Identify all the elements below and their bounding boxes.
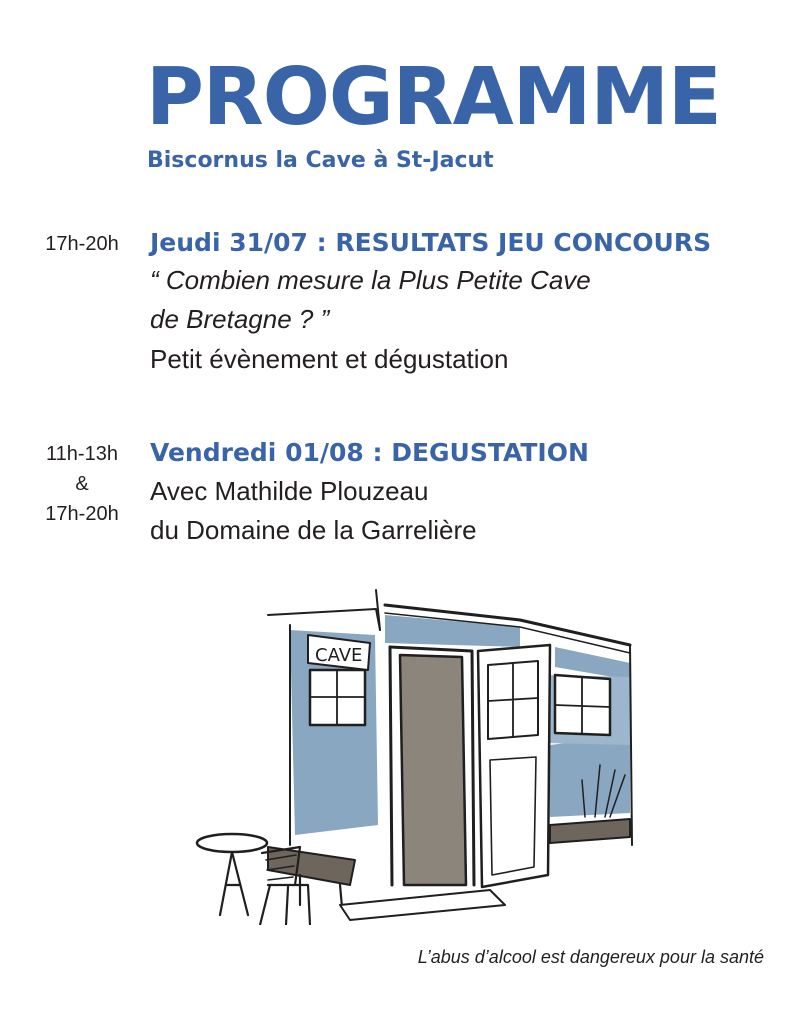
event-time-line: 17h-20h: [45, 503, 119, 525]
event-quote-line: “ Combien mesure la Plus Petite Cave: [150, 265, 591, 295]
right-wall-wash: [550, 735, 630, 817]
right-bench: [550, 819, 630, 843]
left-bench: [268, 847, 355, 885]
event-time-line: &: [75, 473, 89, 495]
event-title: Jeudi 31/07 : RESULTATS JEU CONCOURS: [150, 228, 712, 257]
event-host: Avec Mathilde Plouzeau: [150, 476, 429, 506]
page-title: PROGRAMME: [146, 51, 721, 143]
storefront-drawing: [197, 590, 632, 925]
alcohol-disclaimer: L’abus d’alcool est dangereux pour la santé: [417, 947, 764, 967]
sign-text: CAVE: [315, 645, 363, 666]
event-description: Petit évènement et dégustation: [150, 344, 509, 374]
event-time-line: 17h-20h: [45, 233, 119, 255]
event-title: Vendredi 01/08 : DEGUSTATION: [150, 438, 589, 467]
event-domain: du Domaine de la Garrelière: [150, 515, 477, 545]
venue-subtitle: Biscornus la Cave à St-Jacut: [147, 148, 494, 173]
event-time-line: 11h-13h: [46, 443, 118, 465]
steps: [340, 890, 505, 920]
cave-storefront-illustration: [190, 585, 640, 925]
door-panel: [400, 655, 466, 885]
event-time: [36, 439, 128, 529]
event-quote-line: de Bretagne ? ”: [150, 304, 330, 334]
bistro-table-top: [197, 834, 267, 852]
event-time: [36, 229, 128, 259]
bistro-table-legs: [220, 852, 248, 915]
